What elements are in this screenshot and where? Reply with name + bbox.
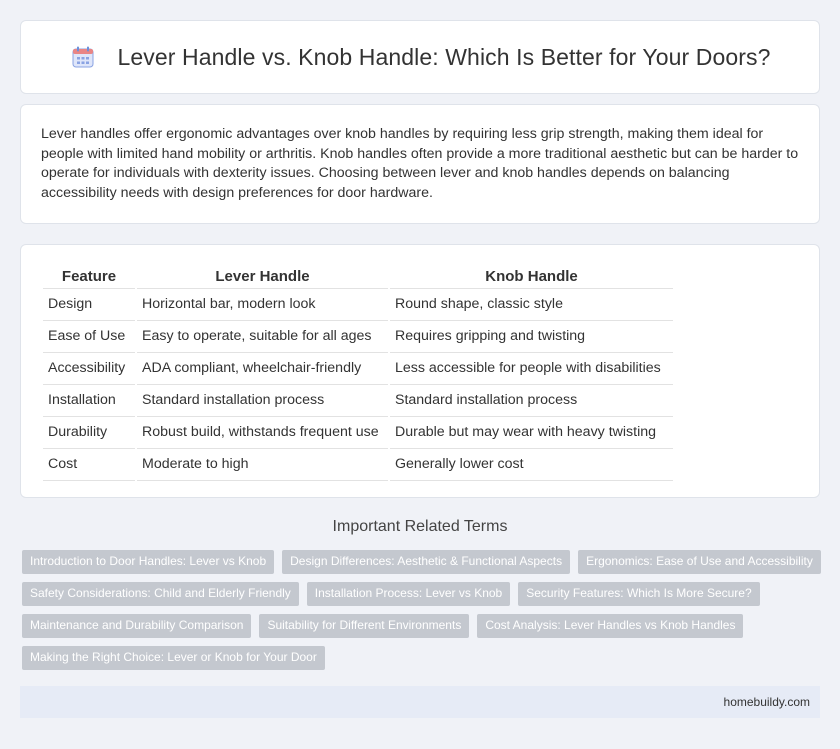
- cell-lever: ADA compliant, wheelchair-friendly: [137, 353, 388, 385]
- cell-lever: Standard installation process: [137, 385, 388, 417]
- header-knob-handle: Knob Handle: [390, 264, 673, 289]
- cell-feature: Design: [43, 289, 135, 321]
- related-term-tag[interactable]: Maintenance and Durability Comparison: [22, 614, 251, 638]
- cell-feature: Ease of Use: [43, 321, 135, 353]
- cell-feature: Installation: [43, 385, 135, 417]
- comparison-table-card: [20, 244, 820, 498]
- related-terms-section: [0, 518, 840, 536]
- cell-feature: Accessibility: [43, 353, 135, 385]
- footer: [20, 686, 820, 718]
- table-row: [43, 385, 673, 417]
- cell-lever: Horizontal bar, modern look: [137, 289, 388, 321]
- table-row: [43, 353, 673, 385]
- comparison-table: [41, 264, 675, 481]
- footer-site-link[interactable]: homebuildy.com: [723, 695, 810, 709]
- related-term-tag[interactable]: Introduction to Door Handles: Lever vs Knob: [22, 550, 274, 574]
- table-row: [43, 417, 673, 449]
- related-terms-tags: [22, 550, 822, 670]
- intro-paragraph: Lever handles offer ergonomic advantages over knob handles by requiring less grip strength, making them ideal for people with limited hand mobility or arthritis. Knob handles often provide a more traditional aesthetic but can be harder to operate for individuals with dexterity issues. Choosing between lever and knob handles depends on balancing accessibility needs with design preferences for door hardware.: [41, 126, 799, 201]
- cell-feature: Durability: [43, 417, 135, 449]
- related-term-tag[interactable]: Ergonomics: Ease of Use and Accessibility: [578, 550, 821, 574]
- related-term-tag[interactable]: Suitability for Different Environments: [259, 614, 469, 638]
- table-row: [43, 449, 673, 481]
- page-title: Lever Handle vs. Knob Handle: Which Is Better for Your Doors?: [117, 43, 771, 70]
- header-feature: Feature: [43, 264, 135, 289]
- cell-knob: Requires gripping and twisting: [390, 321, 673, 353]
- header-lever-handle: Lever Handle: [137, 264, 388, 289]
- cell-knob: Less accessible for people with disabilities: [390, 353, 673, 385]
- related-term-tag[interactable]: Cost Analysis: Lever Handles vs Knob Handles: [477, 614, 743, 638]
- cell-knob: Standard installation process: [390, 385, 673, 417]
- intro-card: [20, 104, 820, 224]
- cell-lever: Easy to operate, suitable for all ages: [137, 321, 388, 353]
- related-term-tag[interactable]: Safety Considerations: Child and Elderly Friendly: [22, 582, 299, 606]
- calendar-icon: [70, 44, 96, 70]
- related-term-tag[interactable]: Installation Process: Lever vs Knob: [307, 582, 510, 606]
- cell-knob: Round shape, classic style: [390, 289, 673, 321]
- title-card: [20, 20, 820, 94]
- cell-feature: Cost: [43, 449, 135, 481]
- related-term-tag[interactable]: Making the Right Choice: Lever or Knob for Your Door: [22, 646, 325, 670]
- related-term-tag[interactable]: Design Differences: Aesthetic & Functional Aspects: [282, 550, 570, 574]
- table-row: [43, 321, 673, 353]
- table-row: [43, 289, 673, 321]
- table-header-row: [43, 264, 673, 289]
- cell-knob: Generally lower cost: [390, 449, 673, 481]
- cell-knob: Durable but may wear with heavy twisting: [390, 417, 673, 449]
- related-terms-heading: Important Related Terms: [332, 518, 508, 535]
- title-wrap: [70, 44, 771, 71]
- cell-lever: Moderate to high: [137, 449, 388, 481]
- cell-lever: Robust build, withstands frequent use: [137, 417, 388, 449]
- related-term-tag[interactable]: Security Features: Which Is More Secure?: [518, 582, 759, 606]
